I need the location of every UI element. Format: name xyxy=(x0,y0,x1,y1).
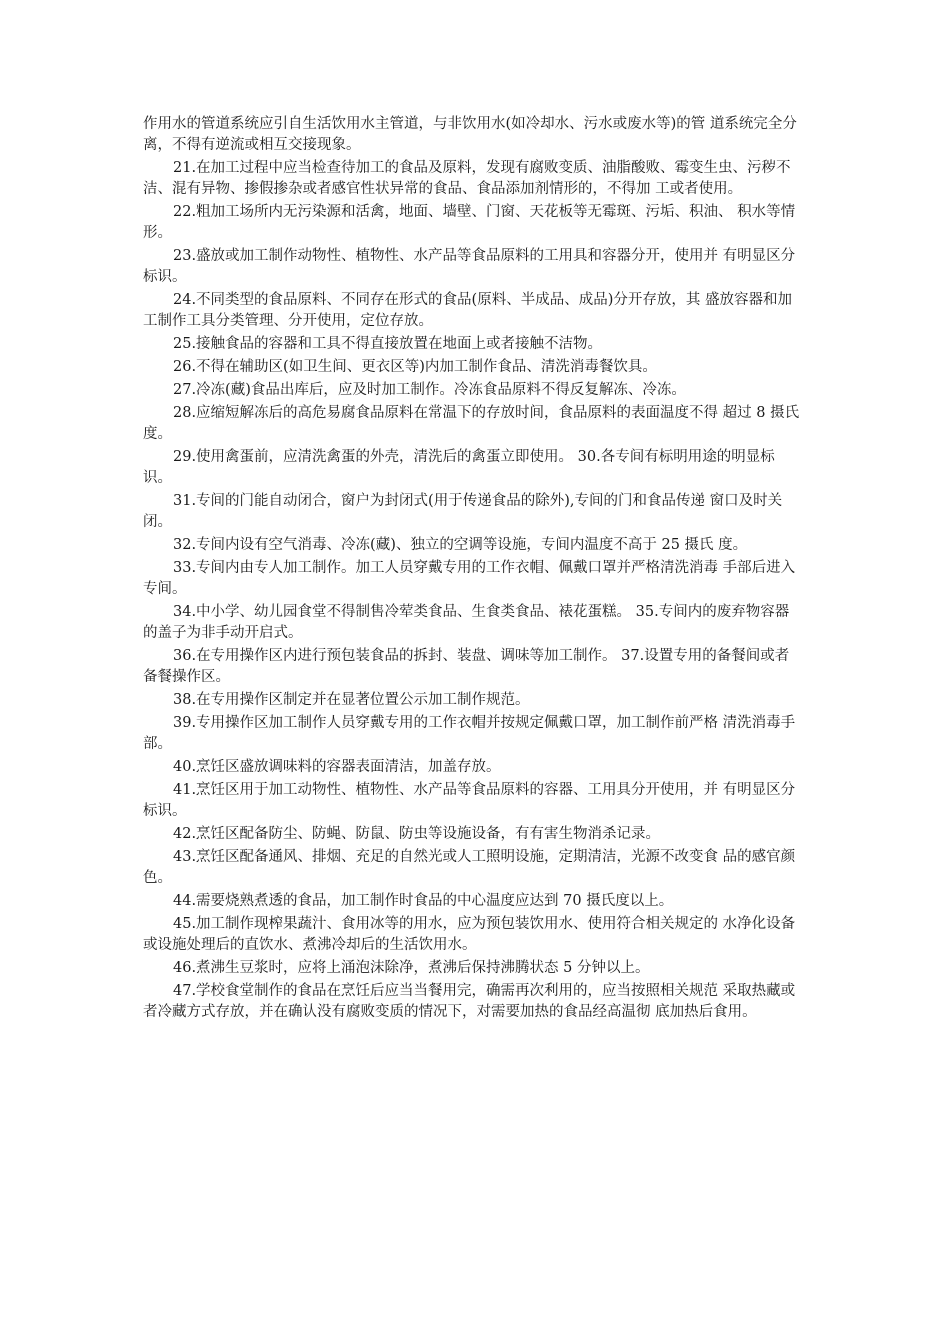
paragraph-item-39: 39.专用操作区加工制作人员穿戴专用的工作衣帽并按规定佩戴口罩，加工制作前严格 清洗消毒手部。 xyxy=(143,715,796,752)
paragraph-item-44: 44.需要烧熟煮透的食品，加工制作时食品的中心温度应达到 70 摄氏度以上。 xyxy=(173,893,674,909)
paragraph-item-38: 38.在专用操作区制定并在显著位置公示加工制作规范。 xyxy=(173,692,530,708)
paragraph-item-27: 27.冷冻(藏)食品出库后，应及时加工制作。冷冻食品原料不得反复解冻、冷冻。 xyxy=(173,382,686,398)
paragraph-item-26: 26.不得在辅助区(如卫生间、更衣区等)内加工制作食品、清洗消毒餐饮具。 xyxy=(173,359,657,375)
paragraph-item-22: 22.粗加工场所内无污染源和活禽，地面、墙壁、门窗、天花板等无霉斑、污垢、积油、 积水等情形。 xyxy=(143,204,796,241)
paragraph-item-25: 25.接触食品的容器和工具不得直接放置在地面上或者接触不洁物。 xyxy=(173,336,603,352)
paragraph-item-29-30: 29.使用禽蛋前，应清洗禽蛋的外壳，清洗后的禽蛋立即使用。 30.各专间有标明用途的明显标识。 xyxy=(143,449,775,486)
paragraph-item-24: 24.不同类型的食品原料、不同存在形式的食品(原料、半成品、成品)分开存放，其 盛放容器和加工制作工具分类管理、分开使用，定位存放。 xyxy=(143,292,792,329)
paragraph-item-42: 42.烹饪区配备防尘、防蝇、防鼠、防虫等设施设备，有有害生物消杀记录。 xyxy=(173,826,661,842)
paragraph-item-23: 23.盛放或加工制作动物性、植物性、水产品等食品原料的工用具和容器分开，使用并 有明显区分标识。 xyxy=(143,248,796,285)
paragraph-item-32: 32.专间内设有空气消毒、冷冻(藏)、独立的空调等设施，专间内温度不高于 25 摄氏 度。 xyxy=(173,537,748,553)
paragraph-item-41: 41.烹饪区用于加工动物性、植物性、水产品等食品原料的容器、工用具分开使用，并 有明显区分标识。 xyxy=(143,782,796,819)
paragraph-item-45: 45.加工制作现榨果蔬汁、食用冰等的用水，应为预包装饮用水、使用符合相关规定的 水净化设备或设施处理后的直饮水、煮沸冷却后的生活饮用水。 xyxy=(143,916,796,953)
paragraph-item-43: 43.烹饪区配备通风、排烟、充足的自然光或人工照明设施，定期清洁，光源不改变食 品的感官颜色。 xyxy=(143,849,796,886)
paragraph-item-33: 33.专间内由专人加工制作。加工人员穿戴专用的工作衣帽、佩戴口罩并严格清洗消毒 手部后进入专间。 xyxy=(143,560,796,597)
document-page xyxy=(143,114,803,1025)
paragraph-item-21: 21.在加工过程中应当检查待加工的食品及原料，发现有腐败变质、油脂酸败、霉变生虫、污秽不洁、混有异物、掺假掺杂或者感官性状异常的食品、食品添加剂情形的，不得加 工或者使用。 xyxy=(143,160,791,197)
paragraph-item-40: 40.烹饪区盛放调味料的容器表面清洁，加盖存放。 xyxy=(173,759,501,775)
paragraph-continuation: 作用水的管道系统应引自生活饮用水主管道，与非饮用水(如冷却水、污水或废水等)的管 道系统完全分离，不得有逆流或相互交接现象。 xyxy=(143,116,797,153)
paragraph-item-36-37: 36.在专用操作区内进行预包装食品的拆封、装盘、调味等加工制作。 37.设置专用的备餐间或者备餐操作区。 xyxy=(143,648,790,685)
paragraph-item-31: 31.专间的门能自动闭合，窗户为封闭式(用于传递食品的除外),专间的门和食品传递 窗口及时关闭。 xyxy=(143,493,783,530)
paragraph-item-46: 46.煮沸生豆浆时，应将上涌泡沫除净，煮沸后保持沸腾状态 5 分钟以上。 xyxy=(173,960,650,976)
paragraph-item-47: 47.学校食堂制作的食品在烹饪后应当当餐用完，确需再次利用的，应当按照相关规范 采取热藏或者冷藏方式存放，并在确认没有腐败变质的情况下，对需要加热的食品经高温彻 底加热后食用。 xyxy=(143,983,796,1020)
paragraph-item-34-35: 34.中小学、幼儿园食堂不得制售冷荤类食品、生食类食品、裱花蛋糕。 35.专间内的废弃物容器的盖子为非手动开启式。 xyxy=(143,604,790,641)
paragraph-item-28: 28.应缩短解冻后的高危易腐食品原料在常温下的存放时间，食品原料的表面温度不得 超过 8 摄氏度。 xyxy=(143,405,800,442)
